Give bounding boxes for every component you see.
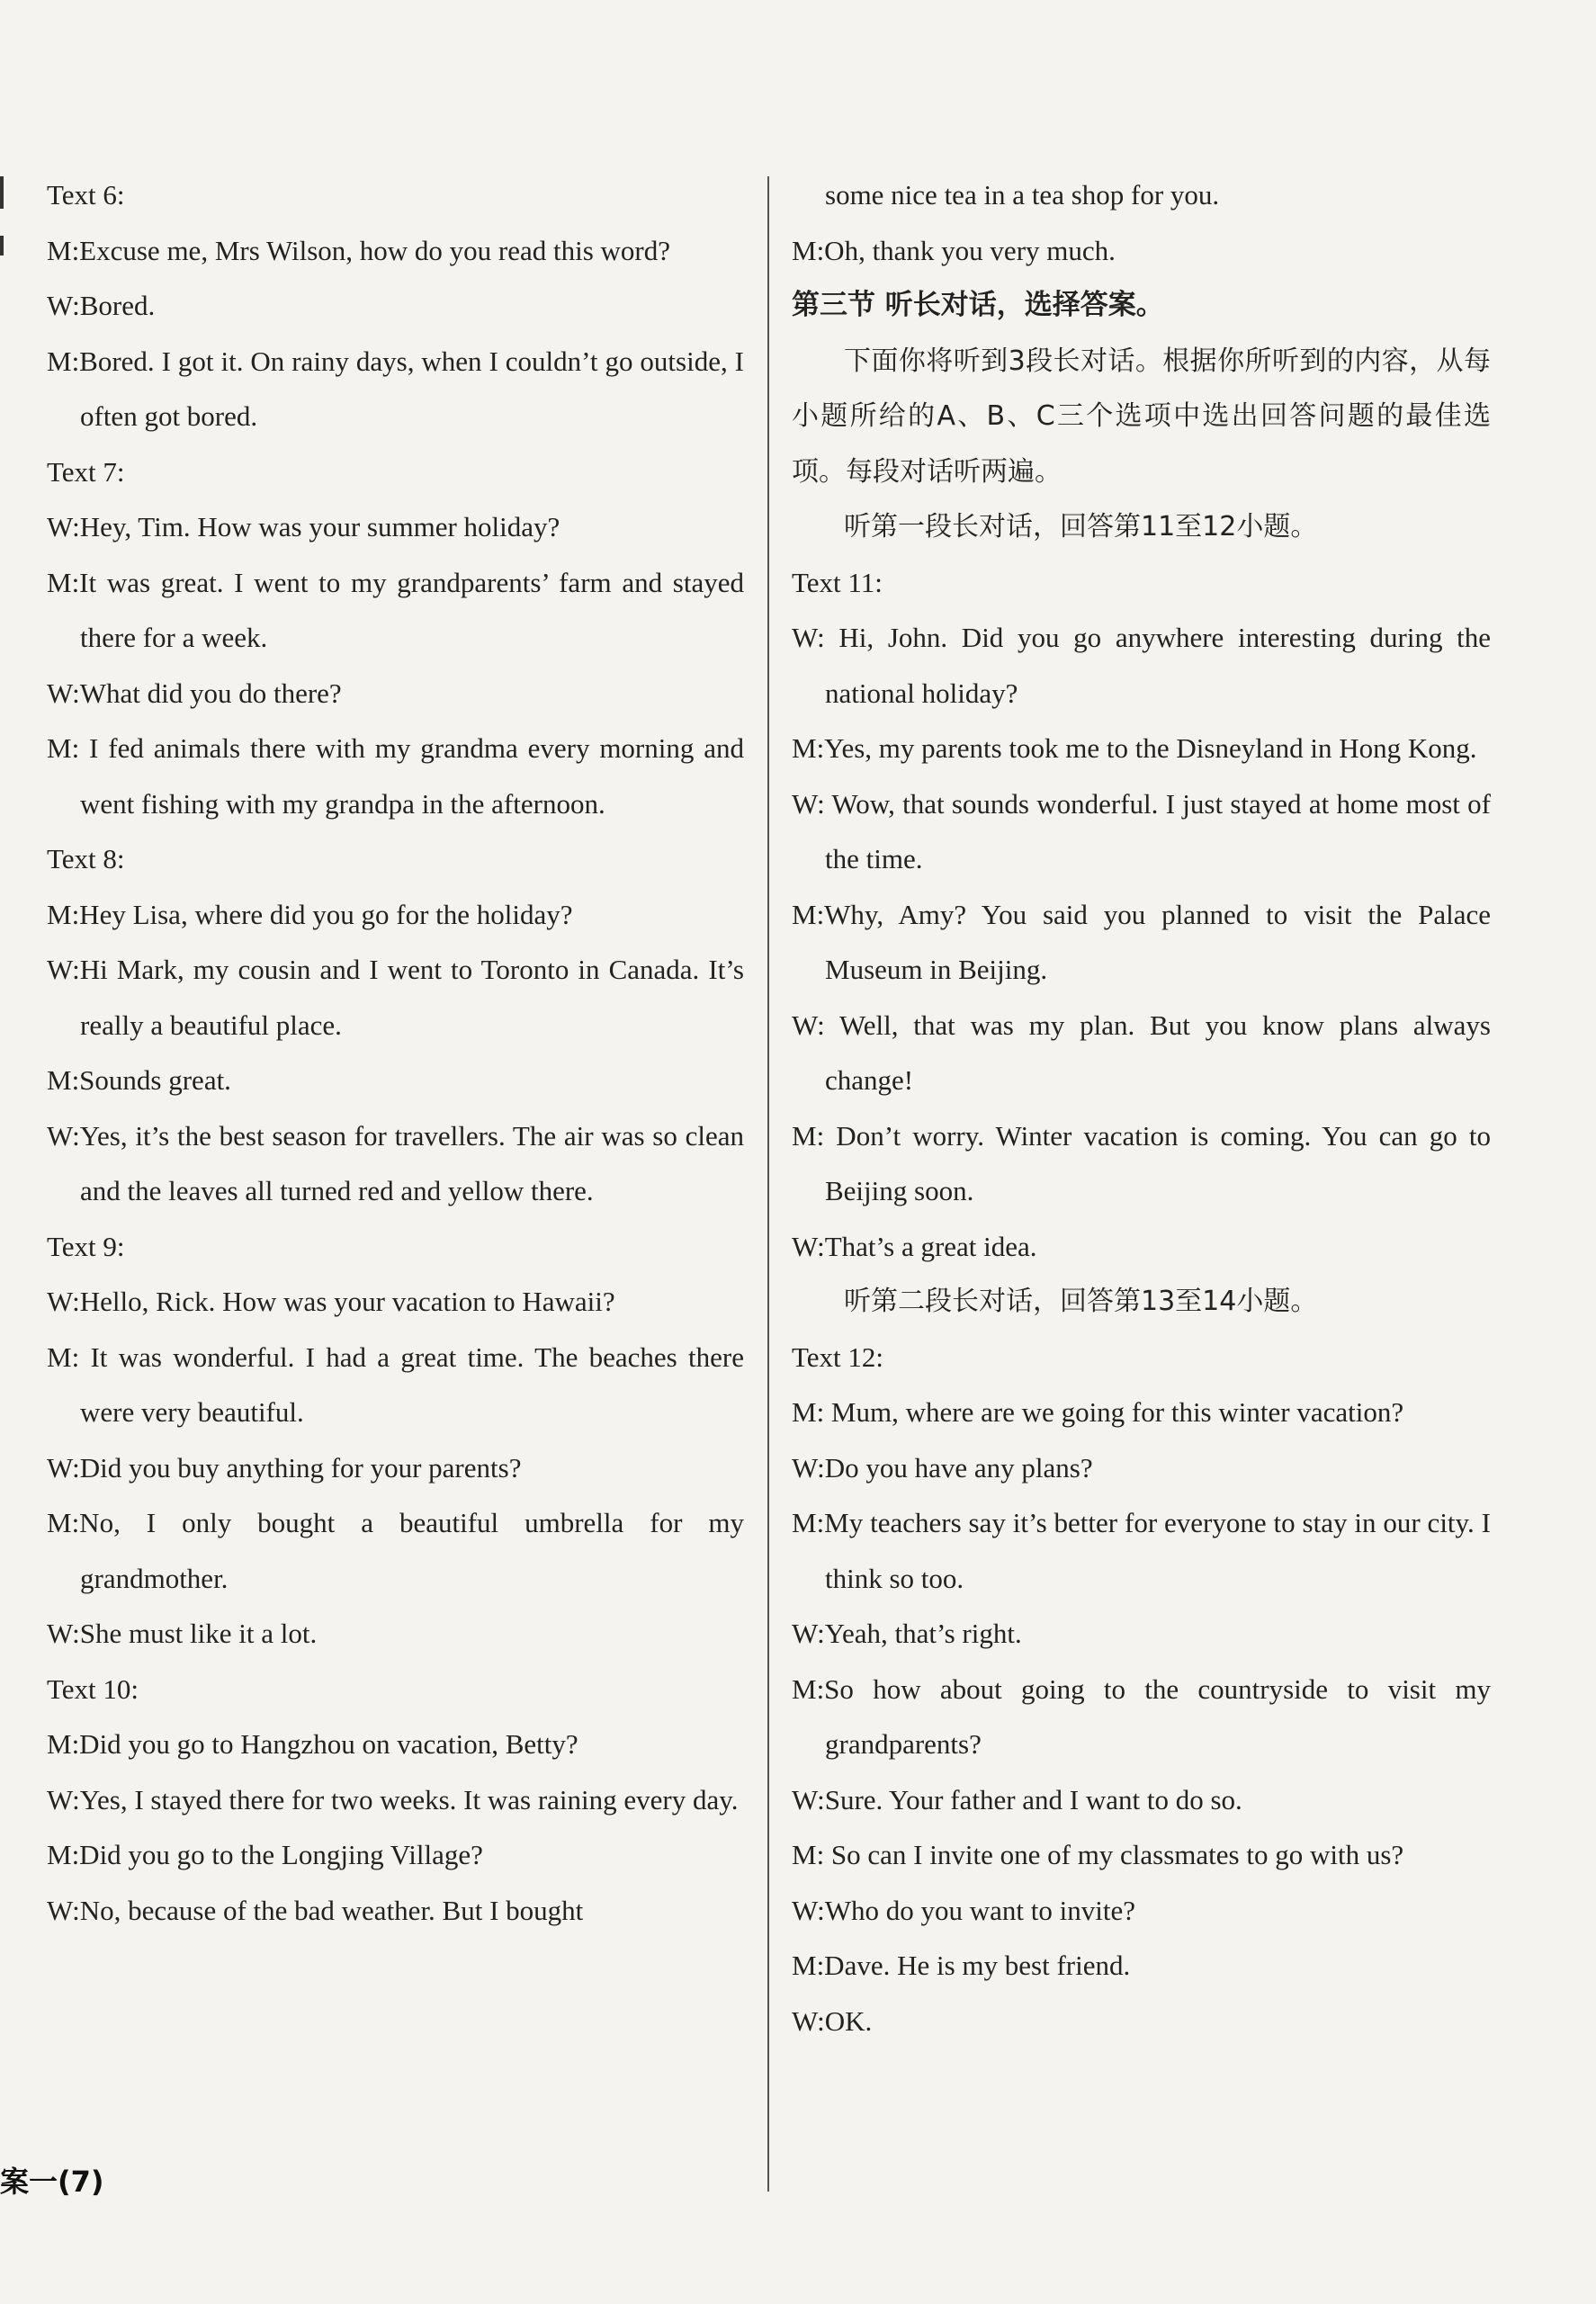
text-label: Text 9:	[47, 1230, 125, 1262]
text-label: Text 12:	[792, 1340, 884, 1373]
dialogue-line: W:Who do you want to invite?	[792, 1894, 1135, 1926]
dialogue-line: W:Yeah, that’s right.	[792, 1618, 1022, 1649]
dialogue-line: W:Sure. Your father and I want to do so.	[792, 1783, 1242, 1815]
text-label: Text 8:	[47, 843, 125, 874]
dialogue-line: M:My teachers say it’s better for everyone to stay in our city. I think so too.	[792, 1507, 1491, 1594]
dialogue-line: W:Hey, Tim. How was your summer holiday?	[47, 511, 560, 542]
section-heading: 第三节 听长对话，选择答案。	[792, 289, 1164, 321]
left-edge-mark	[0, 236, 4, 256]
left-edge-mark	[0, 176, 4, 209]
left-column	[47, 167, 744, 1938]
dialogue-line: W:Bored.	[47, 290, 156, 321]
dialogue-line: W:OK.	[792, 2004, 873, 2037]
dialogue-line: M:Sounds great.	[47, 1064, 231, 1096]
dialogue-line: M: It was wonderful. I had a great time. The beaches there were very beautiful.	[47, 1340, 744, 1428]
dialogue-line: W: Wow, that sounds wonderful. I just stayed at home most of the time.	[792, 787, 1491, 874]
dialogue-line: W:Yes, I stayed there for two weeks. It was raining every day.	[47, 1783, 739, 1815]
dialogue-line: W:Hi Mark, my cousin and I went to Toronto in Canada. It’s really a beautiful place.	[47, 954, 744, 1041]
dialogue-line: M: I fed animals there with my grandma every morning and went fishing with my grandpa in the afternoon.	[47, 732, 744, 820]
text-label: Text 10:	[47, 1672, 139, 1705]
dialogue-line: M: Mum, where are we going for this winter vacation?	[792, 1396, 1404, 1428]
dialogue-line: W: Well, that was my plan. But you know plans always change!	[792, 1009, 1491, 1096]
dialogue-line: W:Did you buy anything for your parents?	[47, 1451, 522, 1484]
dialogue-line: M:Why, Amy? You said you planned to visit the Palace Museum in Beijing.	[792, 898, 1491, 985]
instruction-text: 听第二段长对话，回答第13至14小题。	[844, 1286, 1318, 1317]
right-column	[792, 167, 1491, 2048]
dialogue-line: W:That’s a great idea.	[792, 1230, 1037, 1262]
dialogue-line: M:No, I only bought a beautiful umbrella for my grandmother.	[47, 1507, 744, 1594]
dialogue-line: W:Yes, it’s the best season for travellers. The air was so clean and the leaves all turned red and yellow there.	[47, 1119, 744, 1206]
dialogue-line: M:Excuse me, Mrs Wilson, how do you read this word?	[47, 234, 671, 266]
dialogue-line: M:Dave. He is my best friend.	[792, 1950, 1131, 1981]
dialogue-line: M:It was great. I went to my grandparents’ farm and stayed there for a week.	[47, 566, 744, 653]
dialogue-line: W:Hello, Rick. How was your vacation to Hawaii?	[47, 1286, 615, 1317]
dialogue-line: M:Did you go to Hangzhou on vacation, Betty?	[47, 1728, 578, 1760]
dialogue-line: W:What did you do there?	[47, 677, 342, 709]
dialogue-line: M:Bored. I got it. On rainy days, when I couldn’t go outside, I often got bored.	[47, 345, 744, 432]
instruction-text: 听第一段长对话，回答第11至12小题。	[844, 511, 1318, 542]
dialogue-line: W:Do you have any plans?	[792, 1451, 1093, 1484]
dialogue-line: M:Yes, my parents took me to the Disneyland in Hong Kong.	[792, 732, 1477, 764]
dialogue-line: M:Oh, thank you very much.	[792, 234, 1116, 266]
dialogue-line: W:She must like it a lot.	[47, 1618, 318, 1649]
dialogue-line: M:So how about going to the countryside to visit my grandparents?	[792, 1672, 1491, 1760]
text-label: Text 7:	[47, 455, 125, 488]
text-label: Text 11:	[792, 566, 883, 598]
page-footer: 案一(7)	[0, 2165, 104, 2199]
column-divider	[767, 176, 769, 2192]
dialogue-line: M: So can I invite one of my classmates to go with us?	[792, 1839, 1404, 1870]
dialogue-line: M:Did you go to the Longjing Village?	[47, 1839, 483, 1870]
dialogue-line: W:No, because of the bad weather. But I bought	[47, 1894, 584, 1926]
instruction-text: 下面你将听到3段长对话。根据你所听到的内容，从每小题所给的A、B、C三个选项中选出回答问题的最佳选项。每段对话听两遍。	[792, 345, 1491, 488]
dialogue-line: W: Hi, John. Did you go anywhere interesting during the national holiday?	[792, 622, 1491, 709]
text-label: Text 6:	[47, 179, 125, 211]
dialogue-line: M:Hey Lisa, where did you go for the holiday?	[47, 898, 573, 930]
dialogue-line: M: Don’t worry. Winter vacation is coming. You can go to Beijing soon.	[792, 1119, 1491, 1206]
dialogue-continuation: some nice tea in a tea shop for you.	[825, 179, 1220, 211]
